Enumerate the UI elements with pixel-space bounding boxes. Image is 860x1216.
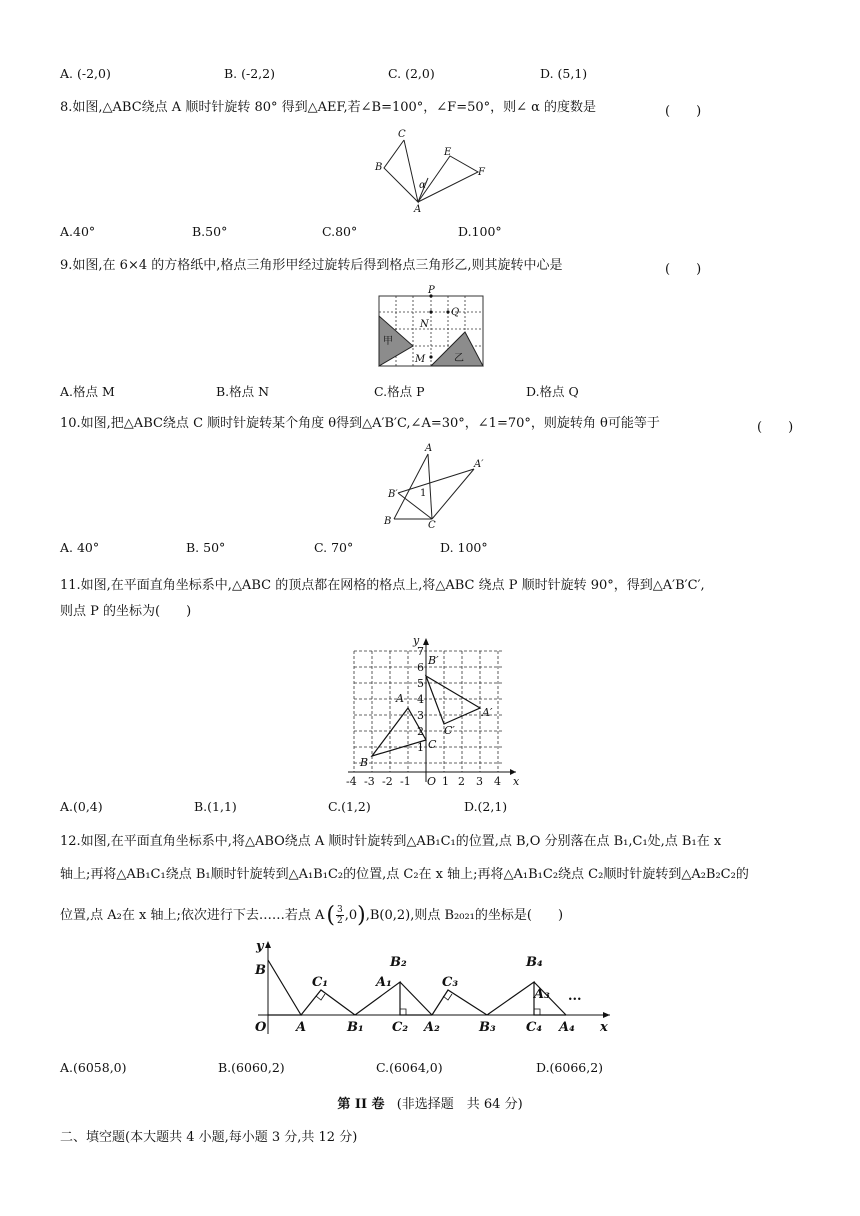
q10-label-1: 1 xyxy=(420,488,427,499)
q11-tick-y2: 2 xyxy=(417,725,424,738)
q12-label-b3: B₃ xyxy=(479,1020,496,1035)
q12-line2: 轴上;再将△AB₁C₁绕点 B₁顺时针旋转到△A₁B₁C₂的位置,点 C₂在 x 轴上;再将△A₁B₁C₂绕点 C₂顺时针旋转到△A₂B₂C₂的 xyxy=(60,867,749,882)
q8-label-c: C xyxy=(398,129,406,140)
q8-label-a: A xyxy=(414,204,422,214)
q11-tick-y4: 4 xyxy=(417,693,424,706)
q12-label-b: B xyxy=(255,963,266,978)
q12-label-y: y xyxy=(256,939,264,954)
q11-label-b-prime: B′ xyxy=(428,654,439,667)
q12-label-x: x xyxy=(600,1020,608,1035)
q10-label-a: A xyxy=(425,443,433,454)
q11-tick-y6: 6 xyxy=(417,661,424,674)
q9-paren: ( ) xyxy=(665,262,702,277)
q8-label-alpha: α xyxy=(419,180,426,191)
q12-label-a: A xyxy=(296,1020,307,1035)
q8-figure xyxy=(370,124,490,214)
q11-label-b: B xyxy=(360,756,369,769)
q9-label-q: Q xyxy=(451,307,460,318)
q11-label-y: y xyxy=(413,634,420,647)
q12-label-a4: A₄ xyxy=(559,1020,575,1035)
q12-label-c1: C₁ xyxy=(312,975,329,990)
q10-label-a-prime: A′ xyxy=(474,459,484,470)
section-title xyxy=(0,1093,860,1112)
q12-figure xyxy=(250,938,620,1038)
q12-option-c: C.(6064,0) xyxy=(376,1060,443,1075)
q8-label-b: B xyxy=(375,162,383,173)
q11-tick-y7: 7 xyxy=(417,645,424,658)
q8-text: 8.如图,△ABC绕点 A 顺时针旋转 80° 得到△AEF,若∠B=100°，∠F=50°，则∠ α 的度数是 xyxy=(60,100,597,115)
q11-tick-x4: 4 xyxy=(494,775,501,788)
q10-label-b-prime: B′ xyxy=(388,489,398,500)
q12-label-a2: A₂ xyxy=(424,1020,440,1035)
q10-option-b: B. 50° xyxy=(186,540,226,555)
q11-tick-y5: 5 xyxy=(417,677,424,690)
q11-option-d: D.(2,1) xyxy=(464,799,508,814)
section-title-rest: (非选择题 共 64 分) xyxy=(396,1097,523,1112)
q11-tick-y3: 3 xyxy=(417,709,424,722)
q11-option-c: C.(1,2) xyxy=(328,799,371,814)
q11-label-c: C xyxy=(428,738,437,751)
q10-option-a: A. 40° xyxy=(60,540,100,555)
q8-paren: ( ) xyxy=(665,104,702,119)
q12-option-b: B.(6060,2) xyxy=(218,1060,285,1075)
q12-label-a1: A₁ xyxy=(376,975,392,990)
q9-option-a: A.格点 M xyxy=(60,384,115,399)
q8-option-a: A.40° xyxy=(60,224,96,239)
q12-option-d: D.(6066,2) xyxy=(536,1060,604,1075)
q11-figure xyxy=(340,632,530,792)
q11-tick-x2: 2 xyxy=(458,775,465,788)
q12-label-c3: C₃ xyxy=(442,975,459,990)
q8-option-d: D.100° xyxy=(458,224,502,239)
q12-frac-num: 3 xyxy=(336,905,343,915)
q9-label-jia: 甲 xyxy=(383,336,393,347)
q10-figure xyxy=(376,440,496,530)
q11-tick-x-2: -2 xyxy=(382,775,393,788)
q10-label-b: B xyxy=(384,516,392,527)
q11-label-x: x xyxy=(513,775,520,788)
q12-label-b1: B₁ xyxy=(347,1020,364,1035)
q8-label-f: F xyxy=(478,167,485,178)
q8-option-c: C.80° xyxy=(322,224,358,239)
q9-label-n: N xyxy=(420,319,429,330)
q11-label-c-prime: C′ xyxy=(444,724,455,737)
q11-option-b: B.(1,1) xyxy=(194,799,237,814)
q12-frac-den: 2 xyxy=(336,916,343,926)
q11-label-a: A xyxy=(396,692,404,705)
q12-label-o: O xyxy=(255,1020,267,1035)
q9-option-d: D.格点 Q xyxy=(526,384,579,399)
q10-option-c: C. 70° xyxy=(314,540,354,555)
q12-line1: 12.如图,在平面直角坐标系中,将△ABO绕点 A 顺时针旋转到△AB₁C₁的位置,点 B,O 分别落在点 B₁,C₁处,点 B₁在 x xyxy=(60,834,722,849)
q9-label-m: M xyxy=(415,354,426,365)
section-heading: 二、填空题(本大题共 4 小题,每小题 3 分,共 12 分) xyxy=(60,1130,358,1145)
q10-paren: ( ) xyxy=(757,420,794,435)
q12-label-ellipsis: ... xyxy=(568,989,582,1004)
q11-tick-y1: 1 xyxy=(417,741,424,754)
q11-label-a-prime: A′ xyxy=(482,706,493,719)
q12-line3: 位置,点 A₂在 x 轴上;依次进行下去……若点 A ( $\frac{3}{2}$ ,0 ) ,B(0,2),则点 B₂₀₂₁的坐标是( ) xyxy=(60,902,564,928)
q8-option-b: B.50° xyxy=(192,224,228,239)
q10-label-c: C xyxy=(428,520,436,530)
q7-option-d: D. (5,1) xyxy=(540,66,588,81)
q12-label-b4: B₄ xyxy=(526,955,543,970)
q11-tick-x1: 1 xyxy=(442,775,449,788)
q9-label-yi: 乙 xyxy=(454,353,464,364)
q11-tick-x3: 3 xyxy=(476,775,483,788)
q9-text: 9.如图,在 6×4 的方格纸中,格点三角形甲经过旋转后得到格点三角形乙,则其旋转中心是 xyxy=(60,258,563,273)
q9-option-b: B.格点 N xyxy=(216,384,270,399)
q11-text: 11.如图,在平面直角坐标系中,△ABC 的顶点都在网格的格点上,将△ABC 绕点 P 顺时针旋转 90°，得到△A′B′C′, 则点 P 的坐标为( ) xyxy=(60,578,705,619)
q11-tick-x-4: -4 xyxy=(346,775,357,788)
q9-label-p: P xyxy=(428,285,435,296)
q7-option-b: B. (-2,2) xyxy=(224,66,275,81)
q9-option-c: C.格点 P xyxy=(374,384,425,399)
q7-option-a: A. (-2,0) xyxy=(60,66,111,81)
q8-label-e: E xyxy=(444,147,452,158)
q12-label-b2: B₂ xyxy=(390,955,407,970)
q10-option-d: D. 100° xyxy=(440,540,488,555)
q12-label-c4: C₄ xyxy=(526,1020,543,1035)
q12-option-a: A.(6058,0) xyxy=(60,1060,127,1075)
section-title-bold: 第 II 卷 xyxy=(337,1097,385,1112)
q11-option-a: A.(0,4) xyxy=(60,799,103,814)
q12-label-c2: C₂ xyxy=(392,1020,409,1035)
q11-tick-x-3: -3 xyxy=(364,775,375,788)
q11-tick-x-1: -1 xyxy=(400,775,411,788)
q11-label-o: O xyxy=(427,775,437,788)
q9-figure xyxy=(372,282,492,372)
q10-text: 10.如图,把△ABC绕点 C 顺时针旋转某个角度 θ得到△A′B′C,∠A=30°，∠1=70°，则旋转角 θ可能等于 xyxy=(60,416,660,431)
q7-option-c: C. (2,0) xyxy=(388,66,435,81)
q12-label-a3: A₃ xyxy=(534,987,550,1002)
